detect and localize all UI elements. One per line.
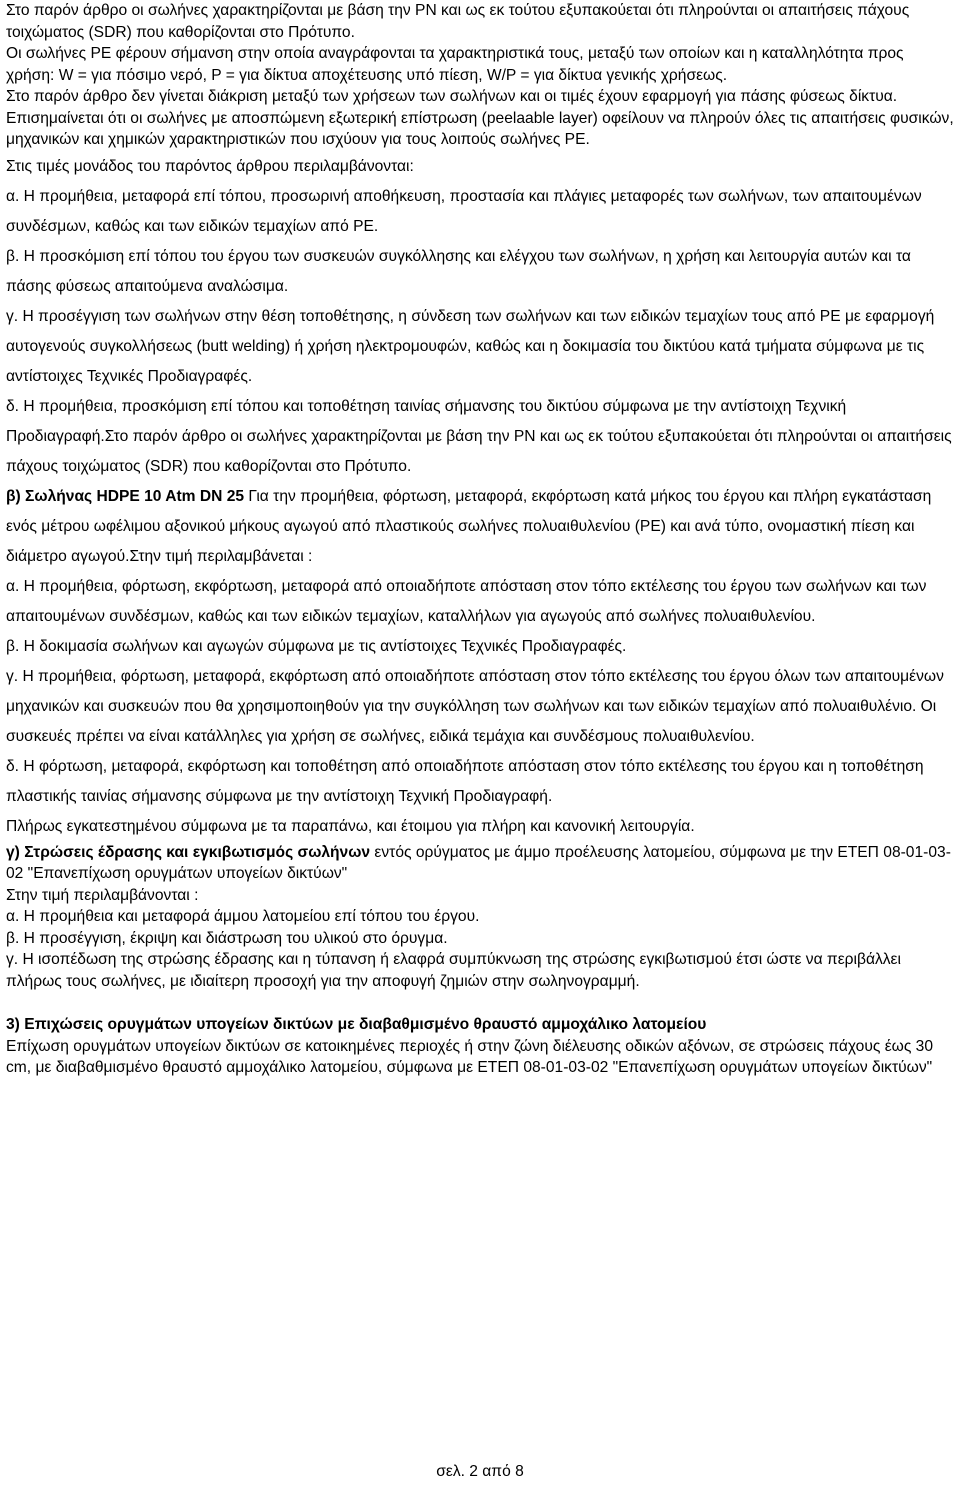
list1-item-a: α. Η προμήθεια, μεταφορά επί τόπου, προσωρινή αποθήκευση, προστασία και πλάγιες μεταφορές των σωλήνων, των απαιτουμένων συνδέσμων, καθώς και των ειδικών τεμαχίων από PE.: [6, 187, 922, 235]
list1-item-c: γ. Η προσέγγιση των σωλήνων στην θέση τοποθέτησης, η σύνδεση των σωλήνων και των ειδικών τεμαχίων τους από PE με εφαρμογή αυτογενούς συγκολλήσεως (butt welding) ή χρήση ηλεκτρομουφών, καθώς και η δοκιμασία του δικτύου κατά τμήματα σύμφωνα με τις αντίστοιχες Τεχνικές Προδιαγραφές.: [6, 307, 935, 385]
blank-line: [6, 992, 954, 1014]
section-3-heading-line: [6, 1014, 954, 1036]
inclusions-list-1: [6, 182, 954, 842]
section-c-text: εντός ορύγματος με άμμο προέλευσης λατομείου, σύμφωνα με την ΕΤΕΠ 08-01-03-02 "Επανεπίχωση ορυγμάτων υπογείων δικτύων": [6, 843, 951, 882]
intro-paragraph-2: Οι σωλήνες PE φέρουν σήμανση στην οποία αναγράφονται τα χαρακτηριστικά τους, μεταξύ των οποίων και η καταλληλότητα προς χρήση: W = για πόσιμο νερό, P = για δίκτυα αποχέτευσης υπό πίεση, W/P = για δίκτυα γενικής χρήσεως.: [6, 45, 904, 84]
section-b-item-a: α. Η προμήθεια, φόρτωση, εκφόρτωση, μεταφορά από οποιαδήποτε απόσταση στον τόπο εκτέλεσης του έργου των σωλήνων και των απαιτουμένων συνδέσμων, καθώς και των ειδικών τεμαχίων, καταλλήλων για αγωγούς από σωλήνες πολυαιθυλενίου.: [6, 577, 927, 625]
section-c-item-b: β. Η προσέγγιση, έκριψη και διάστρωση του υλικού στο όρυγμα.: [6, 929, 448, 947]
intro-paragraph-5: Στις τιμές μονάδος του παρόντος άρθρου περιλαμβάνονται:: [6, 157, 414, 175]
list1-item-d: δ. Η προμήθεια, προσκόμιση επί τόπου και τοποθέτηση ταινίας σήμανσης του δικτύου σύμφωνα με την αντίστοιχη Τεχνική Προδιαγραφή.Στο παρόν άρθρο οι σωλήνες χαρακτηρίζονται με βάση την PN και ως εκ τούτου εξυπακούεται ότι πληρούνται οι απαιτήσεις πάχους τοιχώματος (SDR) που καθορίζονται στο Πρότυπο.: [6, 397, 952, 475]
section-b-item-c: γ. Η προμήθεια, φόρτωση, μεταφορά, εκφόρτωση από οποιαδήποτε απόσταση στον τόπο εκτέλεσης του έργου όλων των απαιτουμένων μηχανικών και συσκευών που θα χρησιμοποιηθούν για την συγκόλληση των σωλήνων και των ειδικών τεμαχίων από πολυαιθυλένιο. Οι συσκευές πρέπει να είναι κατάλληλες για χρήση σε σωλήνες, ειδικά τεμάχια και συνδέσμους πολυαιθυλενίου.: [6, 667, 944, 745]
section-c-intro: Στην τιμή περιλαμβάνονται :: [6, 886, 199, 904]
section-3-heading: 3) Επιχώσεις ορυγμάτων υπογείων δικτύων με διαβαθμισμένο θραυστό αμμοχάλικο λατομείου: [6, 1016, 707, 1033]
section-3-text: Επίχωση ορυγμάτων υπογείων δικτύων σε κατοικημένες περιοχές ή στην ζώνη διέλευσης οδικών αξόνων, σε στρώσεις πάχους έως 30 cm, με διαβαθμισμένο θραυστό αμμοχάλικο λατομείου, σύμφωνα με ΕΤΕΠ 08-01-03-02 "Επανεπίχωση ορυγμάτων υπογείων δικτύων": [6, 1037, 934, 1076]
intro-paragraph-4: Επισημαίνεται ότι οι σωλήνες με αποσπώμενη εξωτερική επίστρωση (peelaable layer) οφείλουν να πληρούν όλες τις απαιτήσεις φυσικών, μηχανικών και χημικών χαρακτηριστικών που ισχύουν για τους λοιπούς σωλήνες PE.: [6, 109, 954, 148]
section-b-item-b: β. Η δοκιμασία σωλήνων και αγωγών σύμφωνα με τις αντίστοιχες Τεχνικές Προδιαγραφές.: [6, 637, 627, 655]
intro-paragraph-3: Στο παρόν άρθρο δεν γίνεται διάκριση μεταξύ των χρήσεων των σωλήνων και οι τιμές έχουν εφαρμογή για πάσης φύσεως δίκτυα.: [6, 88, 898, 105]
section-c-item-a: α. Η προμήθεια και μεταφορά άμμου λατομείου επί τόπου του έργου.: [6, 908, 480, 925]
section-c-item-c: γ. Η ισοπέδωση της στρώσης έδρασης και η τύπανση ή ελαφρά συμπύκνωση της στρώσης εγκιβωτισμού έτσι ώστε να περιβάλλει πλήρως τους σωλήνες, με ιδιαίτερη προσοχή για την αποφυγή ζημιών στην σωληνογραμμή.: [6, 951, 901, 990]
page-number: σελ. 2 από 8: [436, 1463, 524, 1480]
section-c-paragraph: [6, 842, 954, 885]
document-page: [6, 0, 954, 1079]
section-b-item-d: δ. Η φόρτωση, μεταφορά, εκφόρτωση και τοποθέτηση από οποιαδήποτε απόσταση στον τόπο εκτέλεσης του έργου και η τοποθέτηση πλαστικής ταινίας σήμανσης σύμφωνα με την αντίστοιχη Τεχνική Προδιαγραφή.: [6, 757, 924, 805]
section-b-paragraph: [6, 482, 954, 572]
section-b-heading: β) Σωλήνας HDPE 10 Atm DN 25: [6, 487, 245, 505]
section-c-heading: γ) Στρώσεις έδρασης και εγκιβωτισμός σωλήνων: [6, 843, 371, 861]
section-b-closing: Πλήρως εγκατεστημένου σύμφωνα με τα παραπάνω, και έτοιμου για πλήρη και κανονική λειτουργία.: [6, 817, 695, 835]
intro-paragraph-1: Στο παρόν άρθρο οι σωλήνες χαρακτηρίζονται με βάση την PN και ως εκ τούτου εξυπακούεται ότι πληρούνται οι απαιτήσεις πάχους τοιχώματος (SDR) που καθορίζονται στο Πρότυπο.: [6, 2, 910, 41]
section-b-text: Για την προμήθεια, φόρτωση, μεταφορά, εκφόρτωση κατά μήκος του έργου και πλήρη εγκατάσταση ενός μέτρου ωφέλιμου αξονικού μήκους αγωγού από πλαστικούς σωλήνες πολυαιθυλενίου (PE) και ανά τύπο, ονομαστική πίεση και διάμετρο αγωγού.Στην τιμή περιλαμβάνεται :: [6, 487, 932, 565]
list1-item-b: β. Η προσκόμιση επί τόπου του έργου των συσκευών συγκόλλησης και ελέγχου των σωλήνων, η χρήση και λειτουργία αυτών και τα πάσης φύσεως απαιτούμενα αναλώσιμα.: [6, 247, 911, 295]
